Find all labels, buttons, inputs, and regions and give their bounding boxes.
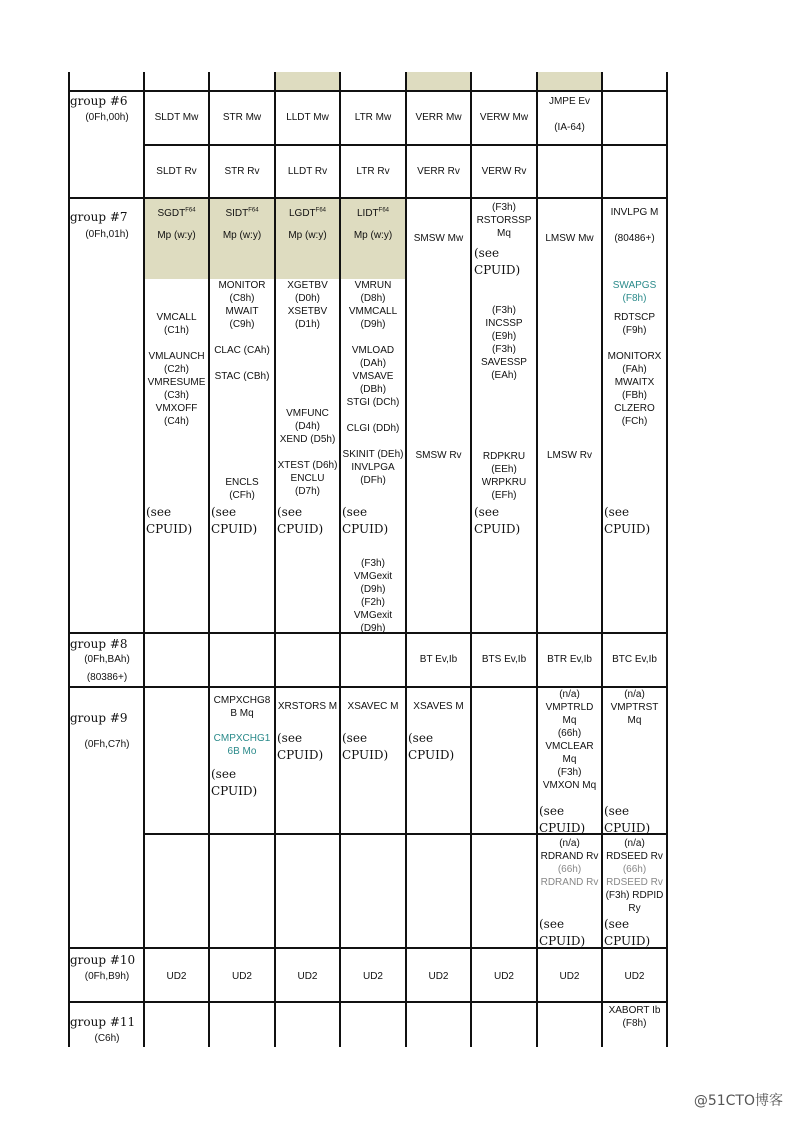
g7-c1-see-cpuid: (see CPUID): [211, 505, 258, 536]
g8-btr: BTR Ev,Ib: [547, 654, 592, 665]
g9-vmx-ops: (n/a) VMPTRLD Mq (66h) VMCLEAR Mq (F3h) VMXON Mq: [542, 689, 597, 791]
group-10-opcode: (0Fh,B9h): [84, 971, 130, 982]
g7-encls: ENCLS (CFh): [225, 477, 259, 501]
g7-sidt-mp: Mp (w:y): [222, 230, 262, 241]
g7-vm-ops-c1: VMCALL (C1h) VMLAUNCH (C2h) VMRESUME (C3h) VMXOFF (C4h): [147, 312, 206, 427]
g7-c3-see-cpuid: (see CPUID): [342, 505, 389, 536]
g7-lmsw-rv: LMSW Rv: [547, 450, 592, 461]
g9-rdseed: (n/a) RDSEED Rv: [606, 838, 663, 862]
group-8-note: (80386+): [86, 672, 128, 683]
g9-c1-see-cpuid: (see CPUID): [211, 767, 258, 798]
g9-vmptrst: (n/a) VMPTRST Mq: [610, 689, 659, 726]
group-9-label: group #9: [70, 711, 128, 725]
g6-verr-rv: VERR Rv: [417, 166, 460, 177]
group-8-label: group #8: [70, 637, 128, 651]
g9-c2-see-cpuid: (see CPUID): [277, 731, 324, 762]
g7-lgdt-mp: Mp (w:y): [288, 230, 327, 241]
g6-lldt-rv: LLDT Rv: [287, 166, 328, 177]
g6-ltr-rv: LTR Rv: [356, 166, 390, 177]
g7-c5-see-cpuid: (see CPUID): [474, 246, 521, 277]
g7-rstorssp: (F3h) RSTORSSP Mq: [476, 202, 532, 239]
g7-c7-see-cpuid: (see CPUID): [604, 505, 651, 536]
group-7-opcode: (0Fh,01h): [85, 229, 129, 240]
g6-sldt-mw: SLDT Mw: [154, 112, 199, 123]
g10-ud2-c1: UD2: [231, 971, 252, 982]
g7-xgetbv-xsetbv: XGETBV (D0h) XSETBV (D1h): [287, 280, 328, 330]
g7-lgdt: $LGDT^{F64}$: [288, 207, 326, 219]
g9-c6-see-cpuid: (see CPUID): [539, 804, 586, 835]
g6-jmpe-ev: JMPE Ev (IA-64): [548, 96, 591, 133]
group-6-label: group #6: [70, 94, 128, 108]
g7-c5b-see-cpuid: (see CPUID): [474, 505, 521, 536]
g11-xabort: XABORT Ib (F8h): [608, 1005, 661, 1029]
g7-c0-see-cpuid: (see CPUID): [146, 505, 193, 536]
group-11-label: group #11: [70, 1015, 136, 1029]
g7-vmgexit: (F3h) VMGexit (D9h) (F2h) VMGexit (D9h): [353, 558, 393, 634]
group-11-opcode: (C6h): [94, 1033, 120, 1044]
group-9-opcode: (0Fh,C7h): [84, 739, 130, 750]
g9-rdrand: (n/a) RDRAND Rv: [540, 838, 599, 862]
g10-ud2-c4: UD2: [428, 971, 449, 982]
g6-verw-mw: VERW Mw: [479, 112, 529, 123]
g7-lgdt-sup: F64: [315, 207, 326, 214]
g6-str-rv: STR Rv: [224, 166, 260, 177]
g7-monitor-mwait: MONITOR (C8h) MWAIT (C9h) CLAC (CAh) STAC (CBh): [214, 280, 270, 382]
shade-top-c2: [275, 72, 340, 90]
g9-rdrand-66h: (66h) RDRAND Rv: [540, 864, 599, 888]
g8-bts: BTS Ev,Ib: [481, 654, 527, 665]
g7-sidt: $SIDT^{F64}$: [225, 207, 259, 219]
group-8-opcode: (0Fh,BAh): [84, 654, 130, 665]
g6-verr-mw: VERR Mw: [415, 112, 462, 123]
g7-rdpkru-wrpkru: RDPKRU (EEh) WRPKRU (EFh): [481, 451, 527, 501]
grid-hline: [68, 1001, 667, 1003]
g10-ud2-c6: UD2: [559, 971, 580, 982]
g10-ud2-c5: UD2: [493, 971, 514, 982]
g7-lmsw-mw: LMSW Mw: [545, 233, 594, 244]
g10-ud2-c0: UD2: [166, 971, 187, 982]
g9-cmpxchg8b: CMPXCHG8 B Mq: [213, 695, 271, 719]
g7-sidt-sup: F64: [248, 207, 259, 214]
g9-c6b-see-cpuid: (see CPUID): [539, 917, 586, 948]
g7-incssp-savessp: (F3h) INCSSP (E9h) (F3h) SAVESSP (EAh): [481, 305, 527, 381]
g9-c7b-see-cpuid: (see CPUID): [604, 917, 651, 948]
group-7-label: group #7: [70, 210, 128, 224]
g7-swapgs: SWAPGS (F8h): [612, 280, 657, 304]
g6-verw-rv: VERW Rv: [481, 166, 527, 177]
g9-rdpid: (F3h) RDPID Ry: [605, 890, 664, 914]
g9-rdseed-66h: (66h) RDSEED Rv: [606, 864, 663, 888]
g7-lidt-mp: Mp (w:y): [353, 230, 393, 241]
g7-invlpg: INVLPG M (80486+): [610, 207, 659, 244]
shade-top-c4: [406, 72, 471, 90]
g7-vmrun-svm: VMRUN (D8h) VMMCALL (D9h) VMLOAD (DAh) VMSAVE (DBh) STGI (DCh) CLGI (DDh) SKINIT (DEh) INVLPGA (DFh): [342, 280, 404, 486]
shade-top-c6: [537, 72, 602, 90]
g9-c3-see-cpuid: (see CPUID): [342, 731, 389, 762]
watermark: @51CTO博客: [693, 1093, 783, 1109]
g9-c4-see-cpuid: (see CPUID): [408, 731, 455, 762]
group-10-label: group #10: [70, 953, 136, 967]
g7-smsw-rv: SMSW Rv: [415, 450, 462, 461]
g9-xsavec: XSAVEC M: [347, 701, 399, 712]
g7-sgdt-mp: Mp (w:y): [157, 230, 196, 241]
g7-c2-see-cpuid: (see CPUID): [277, 505, 324, 536]
g6-ltr-mw: LTR Mw: [354, 112, 392, 123]
g7-rdtscp-clzero: RDTSCP (F9h) MONITORX (FAh) MWAITX (FBh) CLZERO (FCh): [607, 312, 662, 427]
g7-smsw-mw: SMSW Mw: [413, 233, 464, 244]
g9-cmpxchg16b: CMPXCHG1 6B Mo: [213, 733, 271, 757]
g9-xrstors: XRSTORS M: [277, 701, 338, 712]
g9-c7-see-cpuid: (see CPUID): [604, 804, 651, 835]
g10-ud2-c7: UD2: [624, 971, 645, 982]
g7-lidt-sup: F64: [378, 207, 389, 214]
g6-str-mw: STR Mw: [222, 112, 262, 123]
g6-lldt-mw: LLDT Mw: [286, 112, 329, 123]
group-6-opcode: (0Fh,00h): [85, 112, 129, 123]
g7-vmfunc-xend-xtest: VMFUNC (D4h) XEND (D5h) XTEST (D6h) ENCLU (D7h): [277, 408, 338, 497]
grid-hline: [68, 90, 667, 92]
g9-xsaves: XSAVES M: [413, 701, 464, 712]
g8-btc: BTC Ev,Ib: [612, 654, 657, 665]
g8-bt: BT Ev,Ib: [419, 654, 458, 665]
grid-hline: [68, 197, 667, 199]
g7-lidt: $LIDT^{F64}$: [356, 207, 389, 219]
g10-ud2-c3: UD2: [362, 971, 383, 982]
g10-ud2-c2: UD2: [297, 971, 318, 982]
g7-sgdt: $SGDT^{F64}$: [157, 207, 196, 219]
g6-sldt-rv: SLDT Rv: [156, 166, 197, 177]
